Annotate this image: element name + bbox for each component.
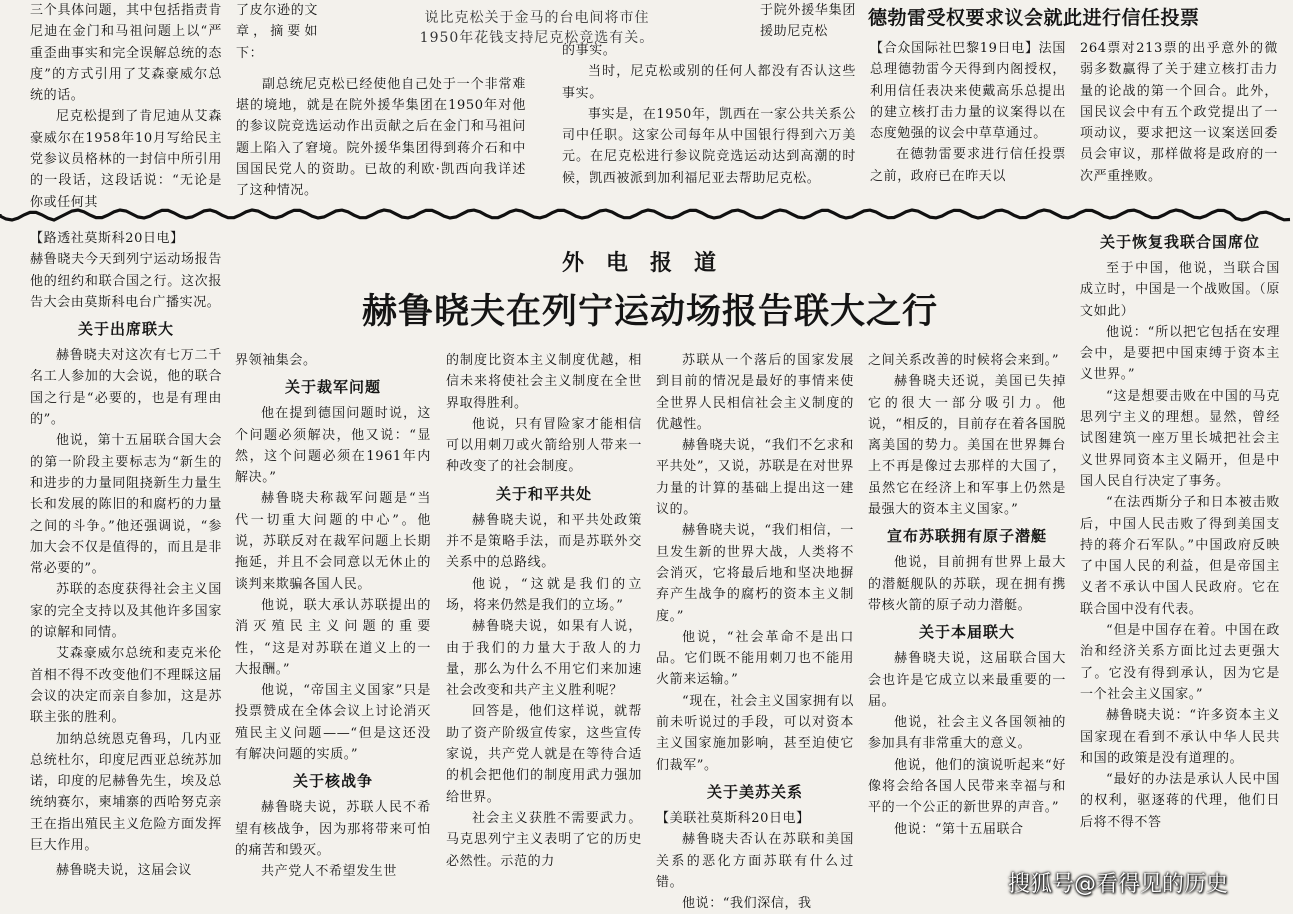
paragraph: 他说：“第十五届联合 <box>894 821 1024 837</box>
paragraph: “最好的办法是承认人民中国的权利，驱逐蒋的代理，他们日后将不得不答 <box>1080 772 1280 830</box>
paragraph: 264票对213票的出乎意外的微弱多数赢得了关于建立核打击力量的论战的第一个回合。此外，国民议会中有五个政党提出了一项动议，要求把这一议案送回委员会审议，那样做将是政府的一次严重挫败。 <box>1080 41 1278 184</box>
paragraph: 的事实。 <box>562 43 617 58</box>
paragraph: 赫鲁晓夫说：“许多资本主义国家现在看到不承认中华人民共和国的政策是没有道理的。 <box>1080 708 1280 766</box>
paragraph: 他说，联大承认苏联提出的消灭殖民主义问题的重要性，“这是对苏联在道义上的一大报酬。” <box>235 597 431 677</box>
paragraph: 赫鲁晓夫说，“我们相信，一旦发生新的世界大战，人类将不会消灭，它将最后地和坚决地摒弃产生战争的腐朽的资本主义制度。” <box>656 523 854 624</box>
paragraph: 赫鲁晓夫否认在苏联和美国关系的恶化方面苏联有什么过错。 <box>656 832 854 890</box>
paragraph: 苏联从一个落后的国家发展到目前的情况是最好的事情来使全世界人民相信社会主义制度的优越性。 <box>656 353 854 432</box>
paragraph: 他说，只有冒险家才能相信可以用刺刀或火箭给别人带来一种改变了的社会制度。 <box>446 416 642 475</box>
article-column-5 <box>868 350 1066 907</box>
top-column-3 <box>562 40 856 200</box>
paragraph: 赫鲁晓夫说，苏联人民不希望有核战争，因为那将带来可怕的痛苦和毁灭。 <box>235 800 431 858</box>
subheading: 关于本届联大 <box>918 623 1015 642</box>
paragraph: 苏联的态度获得社会主义国家的完全支持以及其他许多国家的谅解和同情。 <box>30 582 222 641</box>
paragraph: 赫鲁晓夫还说，美国已失掉它的很大一部分吸引力。他说，“相反的，目前存在着各国脱离美国的势力。美国在世界舞台上不再是像过去那样的大国了，虽然它在经济上和军事上仍然是最强大的资本主义国家。” <box>868 374 1066 518</box>
article-column-6 <box>1080 230 1280 907</box>
caption-line: 1950年花钱支持尼克松竞选有关。 <box>419 30 655 46</box>
subheading: 关于恢复我联合国席位 <box>1099 233 1260 251</box>
caption-line: 说比克松关于金马的台电间将市住 <box>424 10 650 26</box>
top-column-2 <box>236 0 526 200</box>
paragraph: 了皮尔逊的文章，摘要如下： <box>236 3 318 61</box>
paragraph: 至于中国，他说，当联合国成立时，中国是一个战败国。（原文如此） <box>1080 261 1280 319</box>
section-kicker: 外电报道 <box>561 251 738 276</box>
paragraph: 事实是，在1950年，凯西在一家公共关系公司中任职。这家公司每年从中国银行得到六万美元。在尼克松进行参议院竞选运动达到高潮的时候，凯西被派到加利福尼亚去帮助尼克松。 <box>562 106 856 186</box>
paragraph: 【合众国际社巴黎19日电】法国总理德勃雷今天得到内阁授权，利用信任表决来使戴高乐总提出的建立核打击力量的议案得以在态度勉强的议会中草草通过。 <box>870 41 1066 142</box>
paragraph: 副总统尼克松已经使他自己处于一个非常难堪的境地，就是在院外援华集团在1950年对他的参议院竞选运动作出贡献之后在金门和马祖问题上陷入了窘境。院外援华集团得到蒋介石和中国国民党人的资助。已故的利欧·凯西向我详述了这种情况。 <box>236 76 526 199</box>
paragraph: 他说，“社会革命不是出口品。它们既不能用刺刀也不能用火箭来运输。” <box>656 629 854 688</box>
top-right-article-title: 德勃雷受权要求议会就此进行信任投票 <box>868 7 1200 29</box>
paragraph: 他说，目前拥有世界上最大的潜艇舰队的苏联，现在拥有携带核火箭的原子动力潜艇。 <box>868 555 1066 613</box>
paragraph: 他在提到德国问题时说，这个问题必须解决，他又说：“显然，这个问题必须在1961年内解决。” <box>235 406 431 486</box>
paragraph: 的制度比资本主义制度优越，相信未来将使社会主义制度在全世界取得胜利。 <box>446 353 642 411</box>
article-column-4 <box>656 350 854 912</box>
paragraph: 之间关系改善的时候将会来到。” <box>868 353 1060 368</box>
paragraph: 加纳总统恩克鲁玛，几内亚总统杜尔，印度尼西亚总统苏加诺，印度的尼赫鲁先生，埃及总统纳赛尔，柬埔寨的西哈努克亲王在指出殖民主义危险方面发挥巨大作用。 <box>30 731 222 854</box>
paragraph: 界领袖集会。 <box>235 353 317 368</box>
paragraph: 艾森豪威尔总统和麦克米伦首相不得不改变他们不理睬这届会议的决定而亲自参加，这是苏联主张的胜利。 <box>30 646 222 726</box>
main-headline: 赫鲁晓夫在列宁运动场报告联大之行 <box>361 291 938 332</box>
top-column-6 <box>1080 38 1278 200</box>
paragraph: 三个具体问题，其中包括指责肯尼迪在金门和马祖问题上以“严重歪曲事实和完全误解总统的态度”的方式引用了艾森豪威尔总统的话。 <box>30 3 222 104</box>
paragraph: 社会主义获胜不需要武力。马克思列宁主义表明了它的历史必然性。示范的力 <box>446 810 642 869</box>
paragraph: 赫鲁晓夫说，“我们不乞求和平共处”，又说，苏联是在对世界力量的计算的基础上提出这一建议的。 <box>656 438 854 518</box>
subheading: 关于裁军问题 <box>284 378 381 397</box>
paragraph: 赫鲁晓夫称裁军问题是“当代一切重大问题的中心”。他说，苏联反对在裁军问题上长期拖延，并且不会同意以无休止的谈判来欺骗各国人民。 <box>235 491 431 592</box>
paragraph: 于院外援华集团援助尼克松 <box>760 3 856 40</box>
paragraph: 赫鲁晓夫说，这届会议 <box>56 863 193 879</box>
paragraph: 赫鲁晓夫对这次有七万二千名工人参加的大会说，他的联合国之行是“必要的，也是有理由的”。 <box>30 348 222 428</box>
watermark: 搜狐号@看得见的历史 <box>1008 872 1229 897</box>
article-column-2 <box>235 350 431 907</box>
paragraph: 赫鲁晓夫说，这届联合国大会也许是它成立以来最重要的一届。 <box>868 651 1066 709</box>
subheading: 关于美苏关系 <box>706 782 803 801</box>
paragraph: 他说：“所以把它包括在安理会中，是要把中国束缚于资本主义世界。” <box>1080 324 1280 383</box>
paragraph: 他说，第十五届联合国大会的第一阶段主要标志为“新生的和进步的力量同阻挠新生力量生长和发展的陈旧的和腐朽的力量之间的斗争。”他还强调说，“参加大会不仅是值得的，而且是非常必要的”。 <box>30 433 222 577</box>
dateline: 【美联社莫斯科20日电】 <box>656 810 810 826</box>
paragraph: “现在，社会主义国家拥有以前未听说过的手段，可以对资本主义国家施加影响，甚至迫使它们裁军”。 <box>656 693 854 773</box>
paragraph: “在法西斯分子和日本被击败后，中国人民击败了得到美国支持的蒋介石军队。”中国政府反映了中国人民的利益，但是帝国主义者不承认中国人民政府。它在联合国中没有代表。 <box>1080 495 1280 617</box>
top-column-4 <box>760 0 856 40</box>
paragraph: 他说，“这就是我们的立场，将来仍然是我们的立场。” <box>446 576 642 613</box>
paragraph: 回答是，他们这样说，就帮助了资产阶级宣传家，这些宣传家说，共产党人就是在等待合适的机会把他们的制度用武力强加给世界。 <box>446 704 642 805</box>
paragraph: 他说，“帝国主义国家”只是投票赞成在全体会议上讨论消灭殖民主义问题——“但是这还没有解决问题的实质。” <box>235 683 431 763</box>
paragraph: 共产党人不希望发生世 <box>261 864 398 880</box>
paragraph: 赫鲁晓夫说，如果有人说，由于我们的力量大于敌人的力量，那么为什么不用它们来加速社会改变和共产主义胜利呢？ <box>446 619 642 699</box>
paragraph: 他说，他们的演说听起来“好像将会给各国人民带来幸福与和平的一个公正的新世界的声音。” <box>868 757 1066 816</box>
paragraph: 在德勃雷要求进行信任投票之前，政府已在昨天以 <box>870 147 1066 184</box>
subheading: 关于出席联大 <box>77 320 174 339</box>
paragraph: 尼克松提到了肯尼迪从艾森豪威尔在1958年10月写给民主党参议员格林的一封信中所引用的一段话，这段话说：“无论是你或任何其 <box>30 109 222 210</box>
paragraph: 赫鲁晓夫今天到列宁运动场报告他的纽约和联合国之行。这次报告大会由莫斯科电台广播实况。 <box>30 252 222 310</box>
article-column-3 <box>446 350 642 907</box>
subheading: 关于核战争 <box>292 772 373 791</box>
article-column-1 <box>30 228 222 907</box>
subheading: 宣布苏联拥有原子潜艇 <box>886 527 1047 546</box>
paragraph: 他说，社会主义各国领袖的参加具有非常重大的意义。 <box>868 715 1066 752</box>
wavy-divider <box>0 201 1293 227</box>
paragraph: 赫鲁晓夫说，和平共处政策并不是策略手法，而是苏联外交关系中的总路线。 <box>446 512 642 571</box>
paragraph: 当时，尼克松或别的任何人都没有否认这些事实。 <box>562 64 856 101</box>
dateline: 【路透社莫斯科20日电】 <box>30 231 184 246</box>
top-column-5 <box>870 38 1066 200</box>
paragraph: “这是想要击败在中国的马克思列宁主义的理想。显然，曾经试图建筑一座万里长城把社会主义世界同资本主义隔开，但是中国人民自行决定了事务。 <box>1080 388 1280 489</box>
paragraph: “但是中国存在着。中国在政治和经济关系方面比过去更强大了。它没有得到承认，因为它是一个社会主义国家。” <box>1080 623 1280 702</box>
subheading: 关于和平共处 <box>495 484 592 503</box>
paragraph: 他说：“我们深信，我 <box>682 896 812 912</box>
top-column-1 <box>30 0 222 210</box>
